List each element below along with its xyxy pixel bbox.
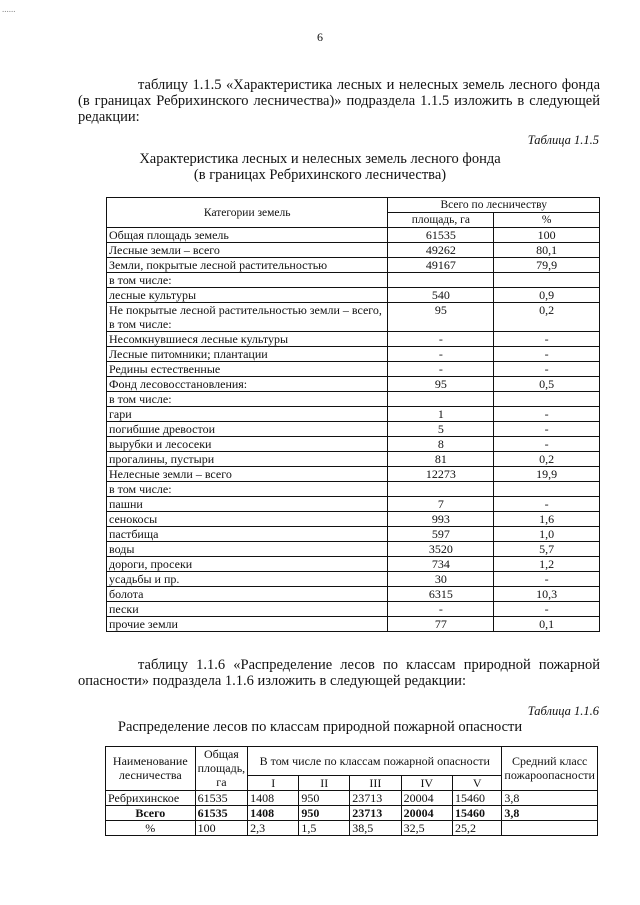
row-category: дороги, просеки [107, 557, 388, 572]
row-percent: 79,9 [494, 258, 600, 273]
row-c4: 20004 [401, 805, 452, 820]
header-class-1: I [248, 775, 299, 790]
header-class-5: V [452, 775, 501, 790]
table-row [106, 790, 598, 805]
row-percent: 10,3 [494, 587, 600, 602]
row-percent: - [494, 497, 600, 512]
row-category: Фонд лесовосстановления: [107, 377, 388, 392]
row-area: 95 [388, 303, 494, 332]
row-area [388, 392, 494, 407]
table-row [107, 467, 600, 482]
row-percent: 1,0 [494, 527, 600, 542]
header-class-4: IV [401, 775, 452, 790]
row-category: Земли, покрытые лесной растительностью [107, 258, 388, 273]
header-total-top: Общая площадь, [195, 747, 248, 776]
row-percent: 100 [494, 228, 600, 243]
row-name: % [106, 820, 196, 835]
row-category: Лесные питомники; плантации [107, 347, 388, 362]
row-category: Редины естественные [107, 362, 388, 377]
row-percent: - [494, 572, 600, 587]
table-row [107, 273, 600, 288]
row-area: 30 [388, 572, 494, 587]
row-area: 5 [388, 422, 494, 437]
table-row [107, 572, 600, 587]
table-row [107, 527, 600, 542]
row-category: пастбища [107, 527, 388, 542]
row-category: прогалины, пустыри [107, 452, 388, 467]
row-c5: 15460 [452, 805, 501, 820]
row-category: в том числе: [107, 392, 388, 407]
table-1-1-5-title-line2: (в границах Ребрихинского лесничества) [193, 167, 447, 183]
row-category: Несомкнувшиеся лесные культуры [107, 332, 388, 347]
row-area: 8 [388, 437, 494, 452]
table-row [107, 617, 600, 632]
table-row [107, 497, 600, 512]
row-c1: 1408 [248, 805, 299, 820]
row-category: Не покрытые лесной растительностью земли – всего, в том числе: [107, 303, 388, 332]
row-total: 61535 [195, 790, 248, 805]
row-category: лесные культуры [107, 288, 388, 303]
paragraph-table-1-1-6-intro [78, 657, 600, 689]
row-percent: 0,9 [494, 288, 600, 303]
row-percent: 1,6 [494, 512, 600, 527]
row-percent: 5,7 [494, 542, 600, 557]
table-row [107, 587, 600, 602]
table-row [106, 805, 598, 820]
row-category: Общая площадь земель [107, 228, 388, 243]
fire-danger-table [105, 746, 598, 836]
row-category: погибшие древостои [107, 422, 388, 437]
row-percent: - [494, 422, 600, 437]
row-category: пашни [107, 497, 388, 512]
row-avg [502, 820, 598, 835]
row-name: Всего [106, 805, 196, 820]
row-percent: - [494, 347, 600, 362]
row-area [388, 482, 494, 497]
row-area: 49262 [388, 243, 494, 258]
header-percent: % [494, 213, 600, 228]
row-c3: 38,5 [350, 820, 401, 835]
row-percent: - [494, 437, 600, 452]
row-c2: 950 [299, 790, 350, 805]
row-area: 993 [388, 512, 494, 527]
row-area: 77 [388, 617, 494, 632]
table-1-1-6-title: Распределение лесов по классам природной пожарной опасности [117, 719, 523, 735]
table-row [106, 820, 598, 835]
row-total: 100 [195, 820, 248, 835]
table-row [107, 303, 600, 332]
paragraph-text: таблицу 1.1.6 «Распределение лесов по классам природной пожарной опасности» подраздела 1.1.6 изложить в следующей редакции: [78, 657, 600, 689]
row-percent: - [494, 362, 600, 377]
header-class-2: II [299, 775, 350, 790]
row-area: 12273 [388, 467, 494, 482]
page-number: 6 [317, 30, 323, 44]
table-row [107, 512, 600, 527]
row-category: сенокосы [107, 512, 388, 527]
row-percent: - [494, 602, 600, 617]
header-avg: Средний класс пожароопасности [502, 747, 598, 791]
header-category: Категории земель [107, 198, 388, 228]
row-category: гари [107, 407, 388, 422]
row-area: 540 [388, 288, 494, 303]
row-c5: 15460 [452, 790, 501, 805]
table-row [107, 258, 600, 273]
row-percent: 0,2 [494, 452, 600, 467]
row-percent [494, 392, 600, 407]
row-area: 6315 [388, 587, 494, 602]
table-row [107, 602, 600, 617]
paragraph-text: таблицу 1.1.5 «Характеристика лесных и нелесных земель лесного фонда (в границах Ребрихинского лесничества)» подраздела 1.1.5 изложить в следующей редакции: [78, 77, 600, 125]
row-area: 3520 [388, 542, 494, 557]
table-row [107, 422, 600, 437]
row-percent: - [494, 407, 600, 422]
table-row [107, 482, 600, 497]
row-c3: 23713 [350, 790, 401, 805]
row-c1: 2,3 [248, 820, 299, 835]
row-category: в том числе: [107, 273, 388, 288]
table-row [107, 542, 600, 557]
row-c2: 1,5 [299, 820, 350, 835]
row-percent: 0,5 [494, 377, 600, 392]
row-percent [494, 273, 600, 288]
row-c5: 25,2 [452, 820, 501, 835]
row-area: 1 [388, 407, 494, 422]
row-category: воды [107, 542, 388, 557]
row-c1: 1408 [248, 790, 299, 805]
header-classes: В том числе по классам пожарной опасности [248, 747, 502, 776]
land-characteristics-table [106, 197, 600, 632]
row-area: 597 [388, 527, 494, 542]
row-avg: 3,8 [502, 790, 598, 805]
row-percent: - [494, 332, 600, 347]
table-row [107, 407, 600, 422]
header-name: Наименование лесничества [106, 747, 196, 791]
row-area: - [388, 602, 494, 617]
row-area: 81 [388, 452, 494, 467]
row-category: Лесные земли – всего [107, 243, 388, 258]
table-row [107, 228, 600, 243]
table-row [107, 362, 600, 377]
table-row [107, 288, 600, 303]
row-percent: 80,1 [494, 243, 600, 258]
header-area: площадь, га [388, 213, 494, 228]
row-total: 61535 [195, 805, 248, 820]
row-avg: 3,8 [502, 805, 598, 820]
row-area: 7 [388, 497, 494, 512]
table-1-1-5-label: Таблица 1.1.5 [527, 133, 599, 147]
row-c2: 950 [299, 805, 350, 820]
table-1-1-6-label: Таблица 1.1.6 [527, 704, 599, 718]
row-percent: 0,1 [494, 617, 600, 632]
paragraph-table-1-1-5-intro [78, 77, 600, 125]
row-category: пески [107, 602, 388, 617]
row-area: - [388, 347, 494, 362]
header-total-bottom: га [195, 775, 248, 790]
table-row [107, 557, 600, 572]
margin-marks: ...... [2, 4, 16, 14]
row-c4: 20004 [401, 790, 452, 805]
row-c4: 32,5 [401, 820, 452, 835]
row-area: 49167 [388, 258, 494, 273]
row-percent [494, 482, 600, 497]
row-category: прочие земли [107, 617, 388, 632]
row-percent: 19,9 [494, 467, 600, 482]
row-area: - [388, 362, 494, 377]
row-category: Нелесные земли – всего [107, 467, 388, 482]
row-name: Ребрихинское [106, 790, 196, 805]
row-area: 95 [388, 377, 494, 392]
header-class-3: III [350, 775, 401, 790]
table-row [107, 437, 600, 452]
row-category: усадьбы и пр. [107, 572, 388, 587]
row-area: - [388, 332, 494, 347]
header-group: Всего по лесничеству [388, 198, 600, 213]
row-area [388, 273, 494, 288]
table-1-1-5-title-line1: Характеристика лесных и нелесных земель лесного фонда [139, 151, 501, 167]
row-category: болота [107, 587, 388, 602]
table-row [107, 243, 600, 258]
row-category: вырубки и лесосеки [107, 437, 388, 452]
row-c3: 23713 [350, 805, 401, 820]
row-percent: 1,2 [494, 557, 600, 572]
table-row [107, 452, 600, 467]
row-area: 734 [388, 557, 494, 572]
row-percent: 0,2 [494, 303, 600, 332]
row-area: 61535 [388, 228, 494, 243]
table-row [107, 347, 600, 362]
table-row [107, 332, 600, 347]
table-row [107, 377, 600, 392]
table-row [107, 392, 600, 407]
row-category: в том числе: [107, 482, 388, 497]
